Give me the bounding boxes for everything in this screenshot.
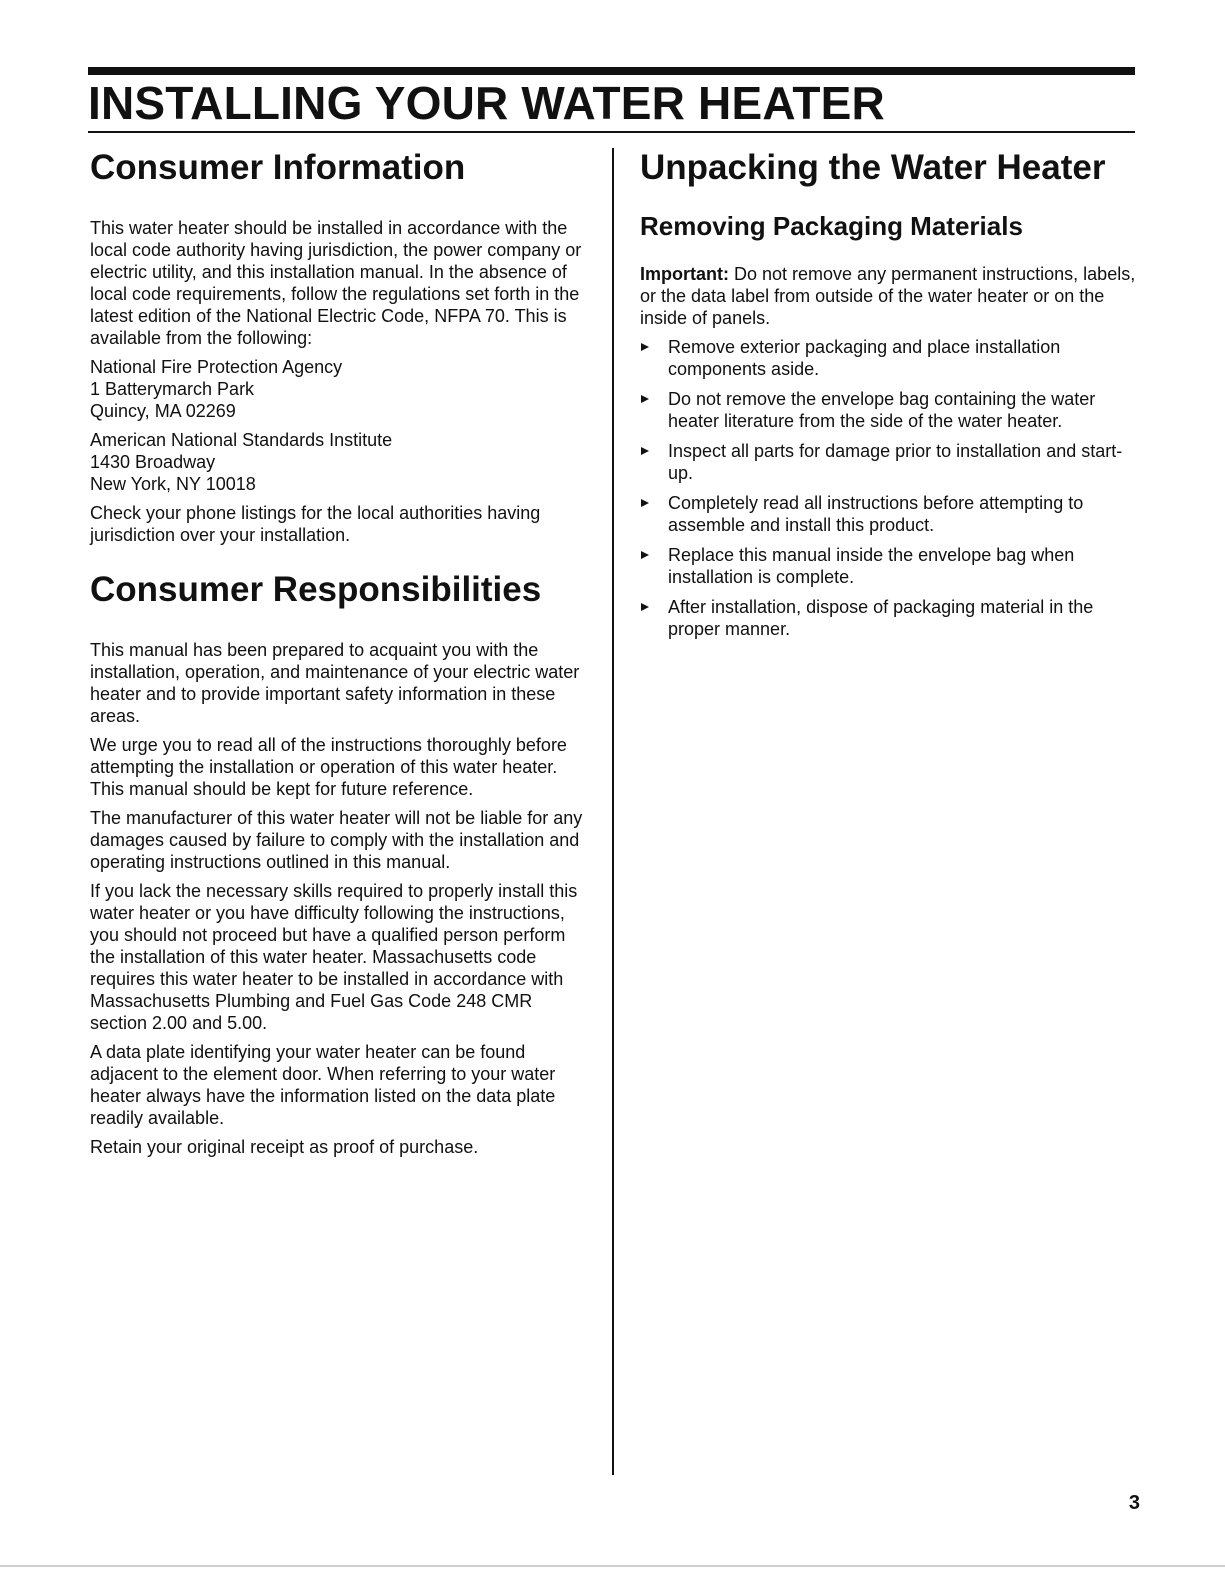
list-item-text: Remove exterior packaging and place installation components aside. bbox=[668, 337, 1061, 379]
title-rule bbox=[88, 131, 1135, 133]
consumer-information-heading: Consumer Information bbox=[90, 148, 466, 187]
list-item bbox=[640, 336, 1140, 380]
important-text: Do not remove any permanent instructions, labels, or the data label from outside of the water heater or on the inside of panels. bbox=[640, 264, 1136, 328]
responsibility-paragraph: If you lack the necessary skills required to properly install this water heater or you have difficulty following the instructions, you should not proceed but have a qualified person perform the installation of this water heater. Massachusetts code requires this water heater to be installed in accordance with Massachusetts Plumbing and Fuel Gas Code 248 CMR section 2.00 and 5.00. bbox=[90, 881, 578, 1033]
top-rule bbox=[88, 67, 1135, 75]
consumer-responsibilities-section bbox=[90, 568, 590, 1158]
page-title: INSTALLING YOUR WATER HEATER bbox=[88, 77, 885, 129]
bottom-edge-rule bbox=[0, 1565, 1225, 1567]
page-number: 3 bbox=[1128, 1492, 1140, 1514]
important-note bbox=[640, 263, 1140, 329]
list-item-text: Inspect all parts for damage prior to installation and start-up. bbox=[668, 441, 1123, 483]
responsibility-paragraph: A data plate identifying your water heater can be found adjacent to the element door. When referring to your water heater always have the information listed on the data plate readily available. bbox=[90, 1042, 556, 1128]
column-divider bbox=[612, 148, 614, 1475]
consumer-information-intro: This water heater should be installed in accordance with the local code authority having jurisdiction, the power company or electric utility, and this installation manual. In the absence of local code requirements, follow the regulations set forth in the latest edition of the National Electric Code, NFPA 70. This is available from the following: bbox=[90, 218, 582, 348]
unpacking-section bbox=[640, 146, 1140, 640]
address-ansi: American National Standards Institute 1430 Broadway New York, NY 10018 bbox=[90, 430, 393, 494]
responsibility-paragraph: This manual has been prepared to acquaint you with the installation, operation, and maintenance of your electric water heater and to provide important safety information in these areas. bbox=[90, 640, 580, 726]
left-column bbox=[90, 146, 590, 1165]
list-item bbox=[640, 388, 1140, 432]
list-item bbox=[640, 440, 1140, 484]
responsibility-paragraph: We urge you to read all of the instructions thoroughly before attempting the installation or operation of this water heater. This manual should be kept for future reference. bbox=[90, 735, 567, 799]
list-item-text: After installation, dispose of packaging material in the proper manner. bbox=[668, 597, 1094, 639]
unpacking-steps-list bbox=[640, 336, 1140, 640]
consumer-information-section bbox=[90, 146, 590, 546]
consumer-responsibilities-heading: Consumer Responsibilities bbox=[90, 570, 542, 609]
responsibility-paragraph: Retain your original receipt as proof of purchase. bbox=[90, 1137, 479, 1157]
list-item-text: Completely read all instructions before attempting to assemble and install this product. bbox=[668, 493, 1084, 535]
list-item bbox=[640, 596, 1140, 640]
arrow-icon bbox=[640, 550, 650, 560]
arrow-icon bbox=[640, 446, 650, 456]
arrow-icon bbox=[640, 602, 650, 612]
list-item-text: Replace this manual inside the envelope bag when installation is complete. bbox=[668, 545, 1075, 587]
address-nfpa: National Fire Protection Agency 1 Batterymarch Park Quincy, MA 02269 bbox=[90, 357, 343, 421]
unpacking-heading: Unpacking the Water Heater bbox=[640, 148, 1106, 187]
consumer-information-closing: Check your phone listings for the local authorities having jurisdiction over your installation. bbox=[90, 503, 541, 545]
list-item-text: Do not remove the envelope bag containing the water heater literature from the side of the water heater. bbox=[668, 389, 1096, 431]
right-column bbox=[640, 146, 1140, 648]
removing-packaging-subheading: Removing Packaging Materials bbox=[640, 211, 1023, 241]
list-item bbox=[640, 544, 1140, 588]
important-label: Important: bbox=[640, 264, 729, 284]
arrow-icon bbox=[640, 394, 650, 404]
arrow-icon bbox=[640, 342, 650, 352]
list-item bbox=[640, 492, 1140, 536]
arrow-icon bbox=[640, 498, 650, 508]
responsibility-paragraph: The manufacturer of this water heater will not be liable for any damages caused by failure to comply with the installation and operating instructions outlined in this manual. bbox=[90, 808, 583, 872]
